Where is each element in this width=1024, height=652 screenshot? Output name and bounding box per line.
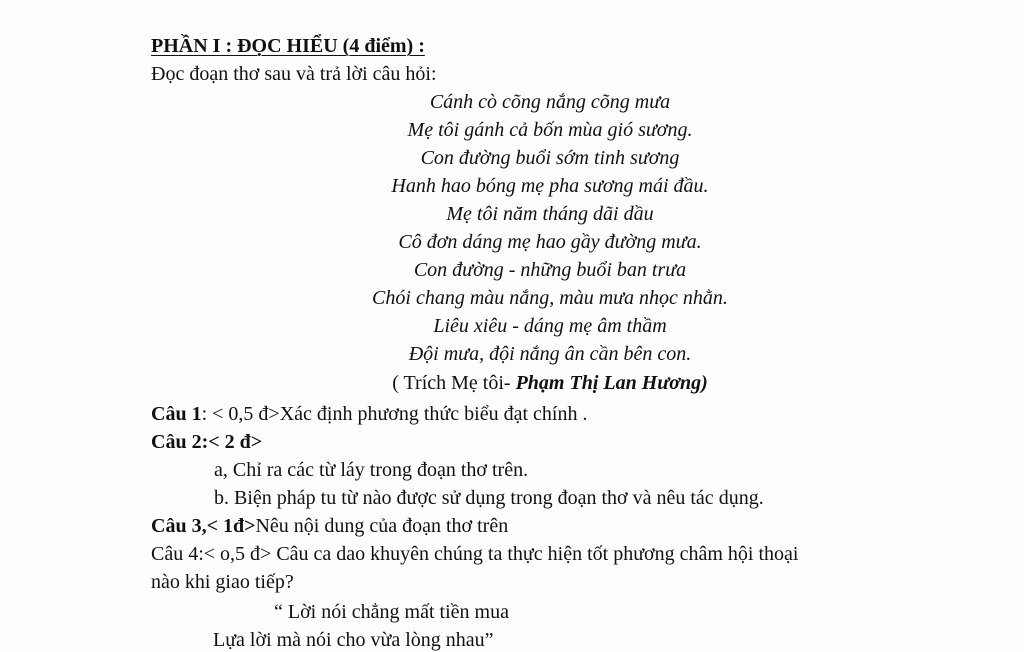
- intro-instruction: Đọc đoạn thơ sau và trả lời câu hỏi:: [151, 63, 437, 85]
- question-2b: b. Biện pháp tu từ nào được sử dụng trong đoạn thơ và nêu tác dụng.: [214, 487, 764, 509]
- question-1-text: : < 0,5 đ>Xác định phương thức biểu đạt chính .: [201, 403, 588, 425]
- question-4-line-1: Câu 4:< o,5 đ> Câu ca dao khuyên chúng ta thực hiện tốt phương châm hội thoại: [151, 543, 799, 565]
- proverb-line-2: Lựa lời mà nói cho vừa lòng nhau”: [213, 629, 494, 651]
- question-3-label: Câu 3,< 1đ>: [151, 515, 256, 537]
- question-3: [151, 513, 508, 539]
- source-author: Phạm Thị Lan Hương): [515, 372, 708, 394]
- poem-line: Cánh cò cõng nắng cõng mưa: [429, 91, 671, 113]
- question-2a: a, Chỉ ra các từ láy trong đoạn thơ trên.: [214, 459, 529, 481]
- section-heading: PHẦN I : ĐỌC HIỂU (4 điểm) :: [151, 35, 425, 57]
- proverb-line-1: “ Lời nói chẳng mất tiền mua: [274, 601, 509, 623]
- question-2-label: Câu 2:< 2 đ>: [151, 431, 263, 453]
- poem-line: Cô đơn dáng mẹ hao gầy đường mưa.: [398, 231, 702, 253]
- poem-line: Con đường buổi sớm tinh sương: [420, 147, 680, 169]
- question-4-line-2: nào khi giao tiếp?: [151, 571, 294, 593]
- poem-line: Đội mưa, đội nắng ân cần bên con.: [408, 343, 692, 365]
- question-3-text: Nêu nội dung của đoạn thơ trên: [255, 515, 509, 537]
- poem-line: Chói chang màu nắng, màu mưa nhọc nhằn.: [372, 287, 728, 309]
- question-1-label: Câu 1: [151, 403, 202, 425]
- source-prefix: ( Trích Mẹ tôi-: [392, 372, 516, 394]
- poem-line: Liêu xiêu - dáng mẹ âm thầm: [433, 315, 667, 337]
- poem-line: Mẹ tôi gánh cả bốn mùa gió sương.: [407, 119, 693, 141]
- question-1: [151, 401, 587, 427]
- poem-line: Mẹ tôi năm tháng dãi dầu: [446, 203, 654, 225]
- poem-line: Con đường - những buổi ban trưa: [413, 259, 687, 281]
- poem-source: [0, 370, 1024, 396]
- poem-line: Hanh hao bóng mẹ pha sương mái đầu.: [391, 175, 709, 197]
